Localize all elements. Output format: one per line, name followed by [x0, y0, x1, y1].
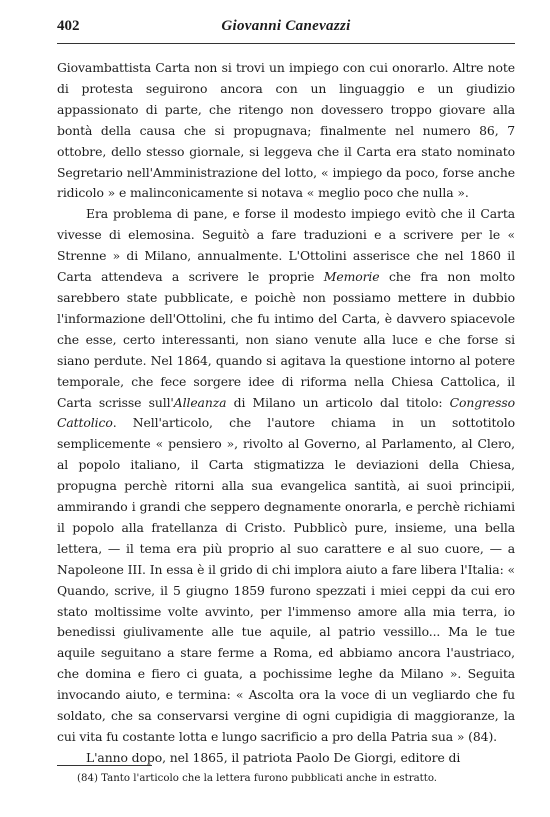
footnote-rule [57, 765, 152, 766]
page-header [57, 18, 515, 40]
paragraph-2-text-4: . Nell'articolo, che l'autore chiama in un sottotitolo semplicemente « pensiero », rivolto al Governo, al Parlamento, al Clero, al popolo italiano, il Carta stigmatizza le deviazioni della Chiesa, propugna perchè ritorni alla sua evangelica santità, ai suoi principii, ammirando i grandi che seppero degnamente onorarla, e perchè richiami il popolo alla fratellanza di Cristo. Pubblicò pure, insieme, una bella lettera, — il tema era più proprio al suo carattere e al suo cuore, — a Napoleone III. In essa è il grido di chi implora aiuto a fare libera l'Italia: « Quando, scrive, il 5 giugno 1859 furono spezzati i miei ceppi da cui ero stato moltissime volte avvinto, per l'immenso amore alla mia terra, io benedissi giulivamente alle tue aquile, al patrio vessillo... Ma le tue aquile seguitano a stare ferme a Roma, ed abbiamo ancora l'austriaco, che domina e fiero ci guata, a pochissime leghe da Milano ». Seguita invocando aiuto, e termina: « Ascolta ora la voce di un vegliardo che fu soldato, che sa conservarsi vergine di ogni cupidigia di maggioranze, la cui vita fu costante lotta e lungo sacrificio a pro della Patria sua » (84). [57, 415, 515, 744]
body-text [57, 58, 515, 769]
paragraph-3: L'anno dopo, nel 1865, il patriota Paolo De Giorgi, editore di [86, 749, 461, 765]
page-number: 402 [57, 18, 80, 34]
paragraph-2 [57, 204, 515, 748]
italic-title-alleanza: Alleanza [173, 394, 227, 410]
paragraph-1: Giovambattista Carta non si trovi un impiego con cui onorarlo. Altre note di protesta seguirono ancora con un linguaggio e un giudizio appassionato di parte, che ritengo non dovessero troppo giovare alla bontà della causa che si propugnava; finalmente nel numero 86, 7 ottobre, dello stesso giornale, si leggeva che il Carta era stato nominato Segretario nell'Amministrazione del lotto, « impiego da poco, forse anche ridicolo » e malinconicamente si notava « meglio poco che nulla ». [57, 60, 515, 201]
italic-title-congresso: Congresso Cattolico [57, 394, 516, 431]
paragraph-2-text-1: Era problema di pane, e forse il modesto impiego evitò che il Carta vivesse di elemosina. Seguitò a fare traduzioni e a scrivere per le « Strenne » di Milano, annualmente. L'Ottolini asserisce che nel 1860 il Carta attendeva a scrivere le proprie [57, 206, 515, 285]
paragraph-2-text-3: di Milano un articolo dal titolo: [233, 394, 443, 410]
footnote: (84) Tanto l'articolo che la lettera furono pubblicati anche in estratto. [77, 773, 438, 784]
running-head: Giovanni Canevazzi [221, 18, 351, 34]
paragraph-2-text-2: che fra non molto sarebbero state pubblicate, e poichè non possiamo mettere in dubbio l'informazione dell'Ottolini, che fu intimo del Carta, è davvero spiacevole che esse, certo interessanti, non siano venute alla luce e che forse si siano perdute. Nel 1864, quando si agitava la questione intorno al potere temporale, che fece sorgere idee di riforma nella Chiesa Cattolica, il Carta scrisse sull' [57, 269, 516, 410]
italic-title-memorie: Memorie [323, 269, 380, 285]
header-rule [57, 43, 515, 44]
